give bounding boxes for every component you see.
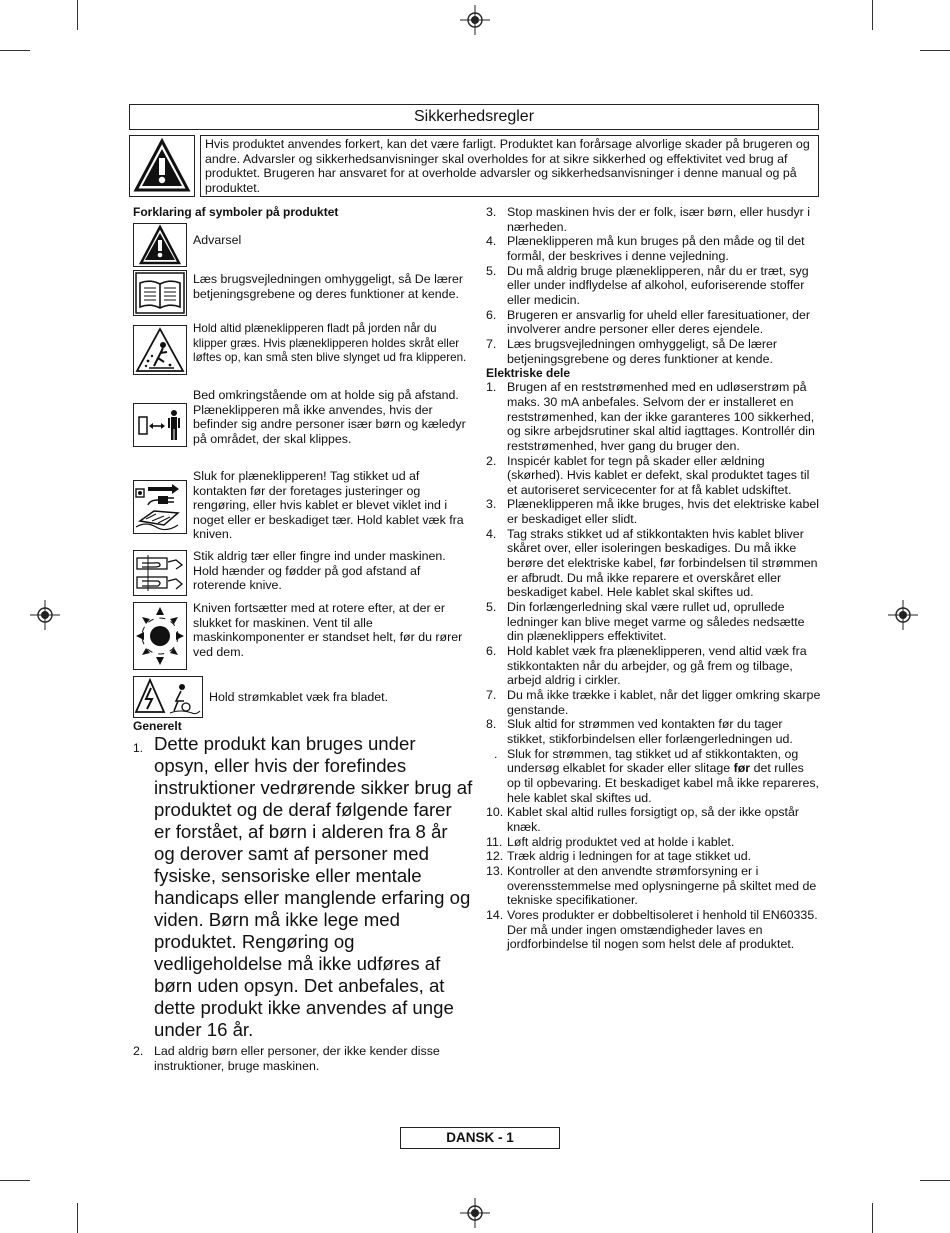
symbol-description: Sluk for plæneklipperen! Tag stikket ud af kontakten før der foretages justeringer og rengøring, eller hvis kablet er blevet viklet ind i noget eller er beskadiget tær. Hold kablet væk fra kniven. (193, 469, 464, 542)
list-item (486, 805, 821, 834)
warning-triangle-icon (130, 136, 194, 196)
symbol-icon-box (133, 270, 187, 316)
list-text: Sluk altid for strømmen ved kontakten før du tager stikket, stikforbindelsen eller forlængerledningen ud. (507, 717, 793, 746)
list-text: Løft aldrig produktet ved at holde i kablet. (507, 834, 735, 849)
list-text: Kontroller at den anvendte strømforsyning er i overensstemmelse med oplysningerne på skiltet med de tekniske specifikationer. (507, 863, 817, 908)
right-column (486, 205, 821, 952)
list-item (486, 908, 821, 952)
list-text: Dette produkt kan bruges under opsyn, eller hvis der forefindes instruktioner vedrørende sikker brug af produktet og de deraf følgende farer er forstået, af børn i alderen fra 8 år og derover samt af personer med fysiske, sensoriske eller mentale handicaps eller manglende erfaring og viden. Børn må ikke lege med produktet. Rengøring og vedligeholdelse må ikke udføres af børn uden opsyn. Det anbefales, at dette produkt ikke anvendes af unge under 16 år. (154, 733, 473, 1040)
registration-mark-icon (30, 600, 60, 630)
list-number: 14. (486, 907, 504, 922)
crop-mark (920, 1180, 950, 1181)
thrown-objects-icon (134, 326, 186, 374)
general-heading: Generelt (133, 719, 182, 733)
list-item (486, 527, 821, 600)
list-text: Brugeren er ansvarlig for uheld eller faresituationer, der involverer andre personer eller deres ejendele. (507, 307, 811, 337)
list-text: Træk aldrig i ledningen for at tage stikket ud. (507, 849, 752, 864)
list-number: 10. (486, 805, 504, 820)
symbol-description: Stik aldrig tær eller fingre ind under maskinen. Hold hænder og fødder på god afstand af roterende knive. (193, 549, 446, 593)
list-text: Du må ikke trække i kablet, når det ligger omkring skarpe genstande. (507, 688, 821, 717)
list-item (486, 644, 821, 688)
list-item (486, 497, 821, 526)
symbol-description: Hold strømkablet væk fra bladet. (209, 690, 389, 704)
list-item (486, 264, 821, 308)
list-number: 6. (486, 644, 497, 659)
list-number: 13. (486, 863, 504, 878)
electric-list (486, 380, 821, 952)
list-number: 8. (486, 717, 497, 732)
list-text: Kablet skal altid rulles forsigtigt op, så der ikke opstår knæk. (507, 805, 800, 834)
crop-mark (0, 50, 30, 51)
list-item (133, 733, 473, 1041)
list-number: 6. (486, 307, 497, 322)
list-number: . (494, 746, 498, 761)
list-number: 5. (486, 600, 497, 615)
symbol-icon-box (133, 480, 187, 534)
hands-feet-icon (134, 551, 186, 595)
symbol-icon-box (133, 550, 187, 596)
list-number: 3. (486, 497, 497, 512)
list-text: Inspicér kablet for tegn på skader eller ældning (skørhed). Hvis kablet er defekt, skal produktet tages til et autoriseret servicecenter for at få kablet udskiftet. (507, 453, 810, 497)
list-text-bold: før (733, 761, 751, 776)
list-number: 2. (486, 453, 497, 468)
symbol-description: Bed omkringstående om at holde sig på afstand. Plæneklipperen må ikke anvendes, hvis der befinder sig andre personer især børn og kæledyr på området, der skal klippes. (193, 388, 466, 446)
list-number: 5. (486, 263, 497, 278)
list-number: 4. (486, 526, 497, 541)
general-list (133, 733, 473, 1073)
list-item (486, 717, 821, 746)
list-item (486, 205, 821, 234)
intro-text: Hvis produktet anvendes forkert, kan det være farligt. Produktet kan forårsage alvorlige skader på brugeren og andre. Advarsler og sikkerhedsanvisninger skal overholdes for at sikre sikkerhed og effektivitet ved brug af produktet. Brugeren har ansvaret for at overholde advarsler og sikkerhedsanvisninger i denne manual og på produktet. (200, 135, 819, 197)
list-text: Brugen af en reststrømenhed med en udløserstrøm på maks. 30 mA anbefales. Selvom der er installeret en reststrømenhed, kan der ikke garanteres 100 sikkerhed, og sikre arbejdsrutiner skal altid iagttages. Kontrollér din reststrømenhed, hver gang du bruger den. (507, 380, 815, 453)
keep-distance-icon (134, 404, 186, 446)
list-text: Læs brugsvejledningen omhyggeligt, så De lærer betjeningsgrebene og deres funktioner at kende. (507, 336, 777, 366)
list-text: det rulles op til opbevaring. Et beskadiget kabel må ikke repareres, hele kablet skal skiftes ud. (507, 761, 820, 805)
list-text: Sluk for strømmen, tag stikket ud af stikkontakten, og undersøg elkablet for skader eller slitage (507, 746, 799, 776)
symbol-description: Kniven fortsætter med at rotere efter, at der er slukket for maskinen. Vent til alle maskinkomponenter er standset helt, før du rører ved dem. (193, 601, 463, 659)
symbol-icon-box (133, 602, 187, 670)
crop-mark (77, 1203, 78, 1233)
list-item (486, 454, 821, 498)
crop-mark (872, 1203, 873, 1233)
list-text: Plæneklipperen må ikke bruges, hvis det elektriske kabel er beskadiget eller slidt. (507, 497, 819, 527)
read-manual-icon (134, 271, 186, 315)
list-item (486, 747, 821, 806)
crop-mark (920, 50, 950, 51)
list-item (486, 600, 821, 644)
list-item (486, 688, 821, 717)
list-item (486, 337, 821, 366)
symbol-icon-box (133, 325, 187, 375)
list-number: 12. (486, 849, 504, 864)
intro-warning-box (129, 135, 195, 197)
rotating-blade-icon (134, 603, 186, 669)
electric-heading: Elektriske dele (486, 366, 571, 381)
list-item (486, 864, 821, 908)
list-item (486, 849, 821, 864)
list-item (486, 380, 821, 453)
symbol-description: Hold altid plæneklipperen fladt på jorden når du klipper græs. Hvis plæneklipperen holdes skråt eller løftes op, kan små sten blive slynget ud fra klipperen. (193, 322, 467, 365)
list-item (486, 835, 821, 850)
crop-mark (872, 0, 873, 30)
list-text: Plæneklipperen må kun bruges på den måde og til det formål, der beskrives i denne vejledning. (507, 234, 805, 263)
crop-mark (77, 0, 78, 30)
list-item (486, 234, 821, 263)
list-number: 7. (486, 688, 497, 702)
page-footer: DANSK - 1 (400, 1127, 560, 1149)
unplug-icon (134, 481, 186, 533)
crop-mark (0, 1180, 30, 1181)
list-text: Tag straks stikket ud af stikkontakten hvis kablet bliver skåret over, eller isoleringen beskadiges. Du må ikke berøre det elektriske kabel, før forbindelsen til strømmen er afbrudt. Du må ikke reparere et overskåret eller beskadiget kabel. Hele kablet skal skiftes ud. (507, 526, 818, 600)
list-text: Vores produkter er dobbeltisoleret i henhold til EN60335. Der må under ingen omstændigheder laves en jordforbindelse til nogen som helst dele af produktet. (507, 907, 818, 952)
list-text: Du må aldrig bruge plæneklipperen, når du er træt, syg eller under indflydelse af alkohol, euforiserende stoffer eller medicin. (507, 263, 809, 307)
symbol-description: Advarsel (193, 233, 242, 247)
symbols-heading: Forklaring af symboler på produktet (133, 205, 339, 219)
symbol-icon-box (133, 676, 203, 718)
symbol-icon-box (133, 223, 187, 267)
list-item (486, 308, 821, 337)
list-text: Lad aldrig børn eller personer, der ikke kender disse instruktioner, bruge maskinen. (154, 1044, 440, 1073)
list-text: Hold kablet væk fra plæneklipperen, vend altid væk fra stikkontakten når du arbejder, og gå frem og tilbage, arbejd aldrig i cirkler. (507, 644, 807, 688)
list-number: 4. (486, 234, 497, 249)
registration-mark-icon (888, 600, 918, 630)
list-number: 11. (486, 834, 503, 849)
general-list-continued (486, 205, 821, 366)
page-title: Sikkerhedsregler (129, 104, 819, 130)
list-number: 7. (486, 336, 497, 351)
symbol-icon-box (133, 403, 187, 447)
list-item (133, 1044, 473, 1073)
list-text: Stop maskinen hvis der er folk, især børn, eller husdyr i nærheden. (507, 205, 810, 234)
list-number: 2. (133, 1044, 144, 1058)
registration-mark-icon (460, 1198, 490, 1228)
list-text: Din forlængerledning skal være rullet ud, oprullede ledninger kan blive meget varme og således nedsætte din plæneklippers effektivitet. (507, 600, 805, 644)
list-number: 1. (133, 741, 144, 755)
cable-blade-icon (134, 677, 202, 717)
symbol-description: Læs brugsvejledningen omhyggeligt, så De lærer betjeningsgrebene og deres funktioner at kende. (193, 272, 463, 301)
list-number: 3. (486, 205, 497, 219)
list-number: 1. (486, 380, 497, 395)
registration-mark-icon (460, 5, 490, 35)
warning-triangle-icon (134, 224, 186, 266)
